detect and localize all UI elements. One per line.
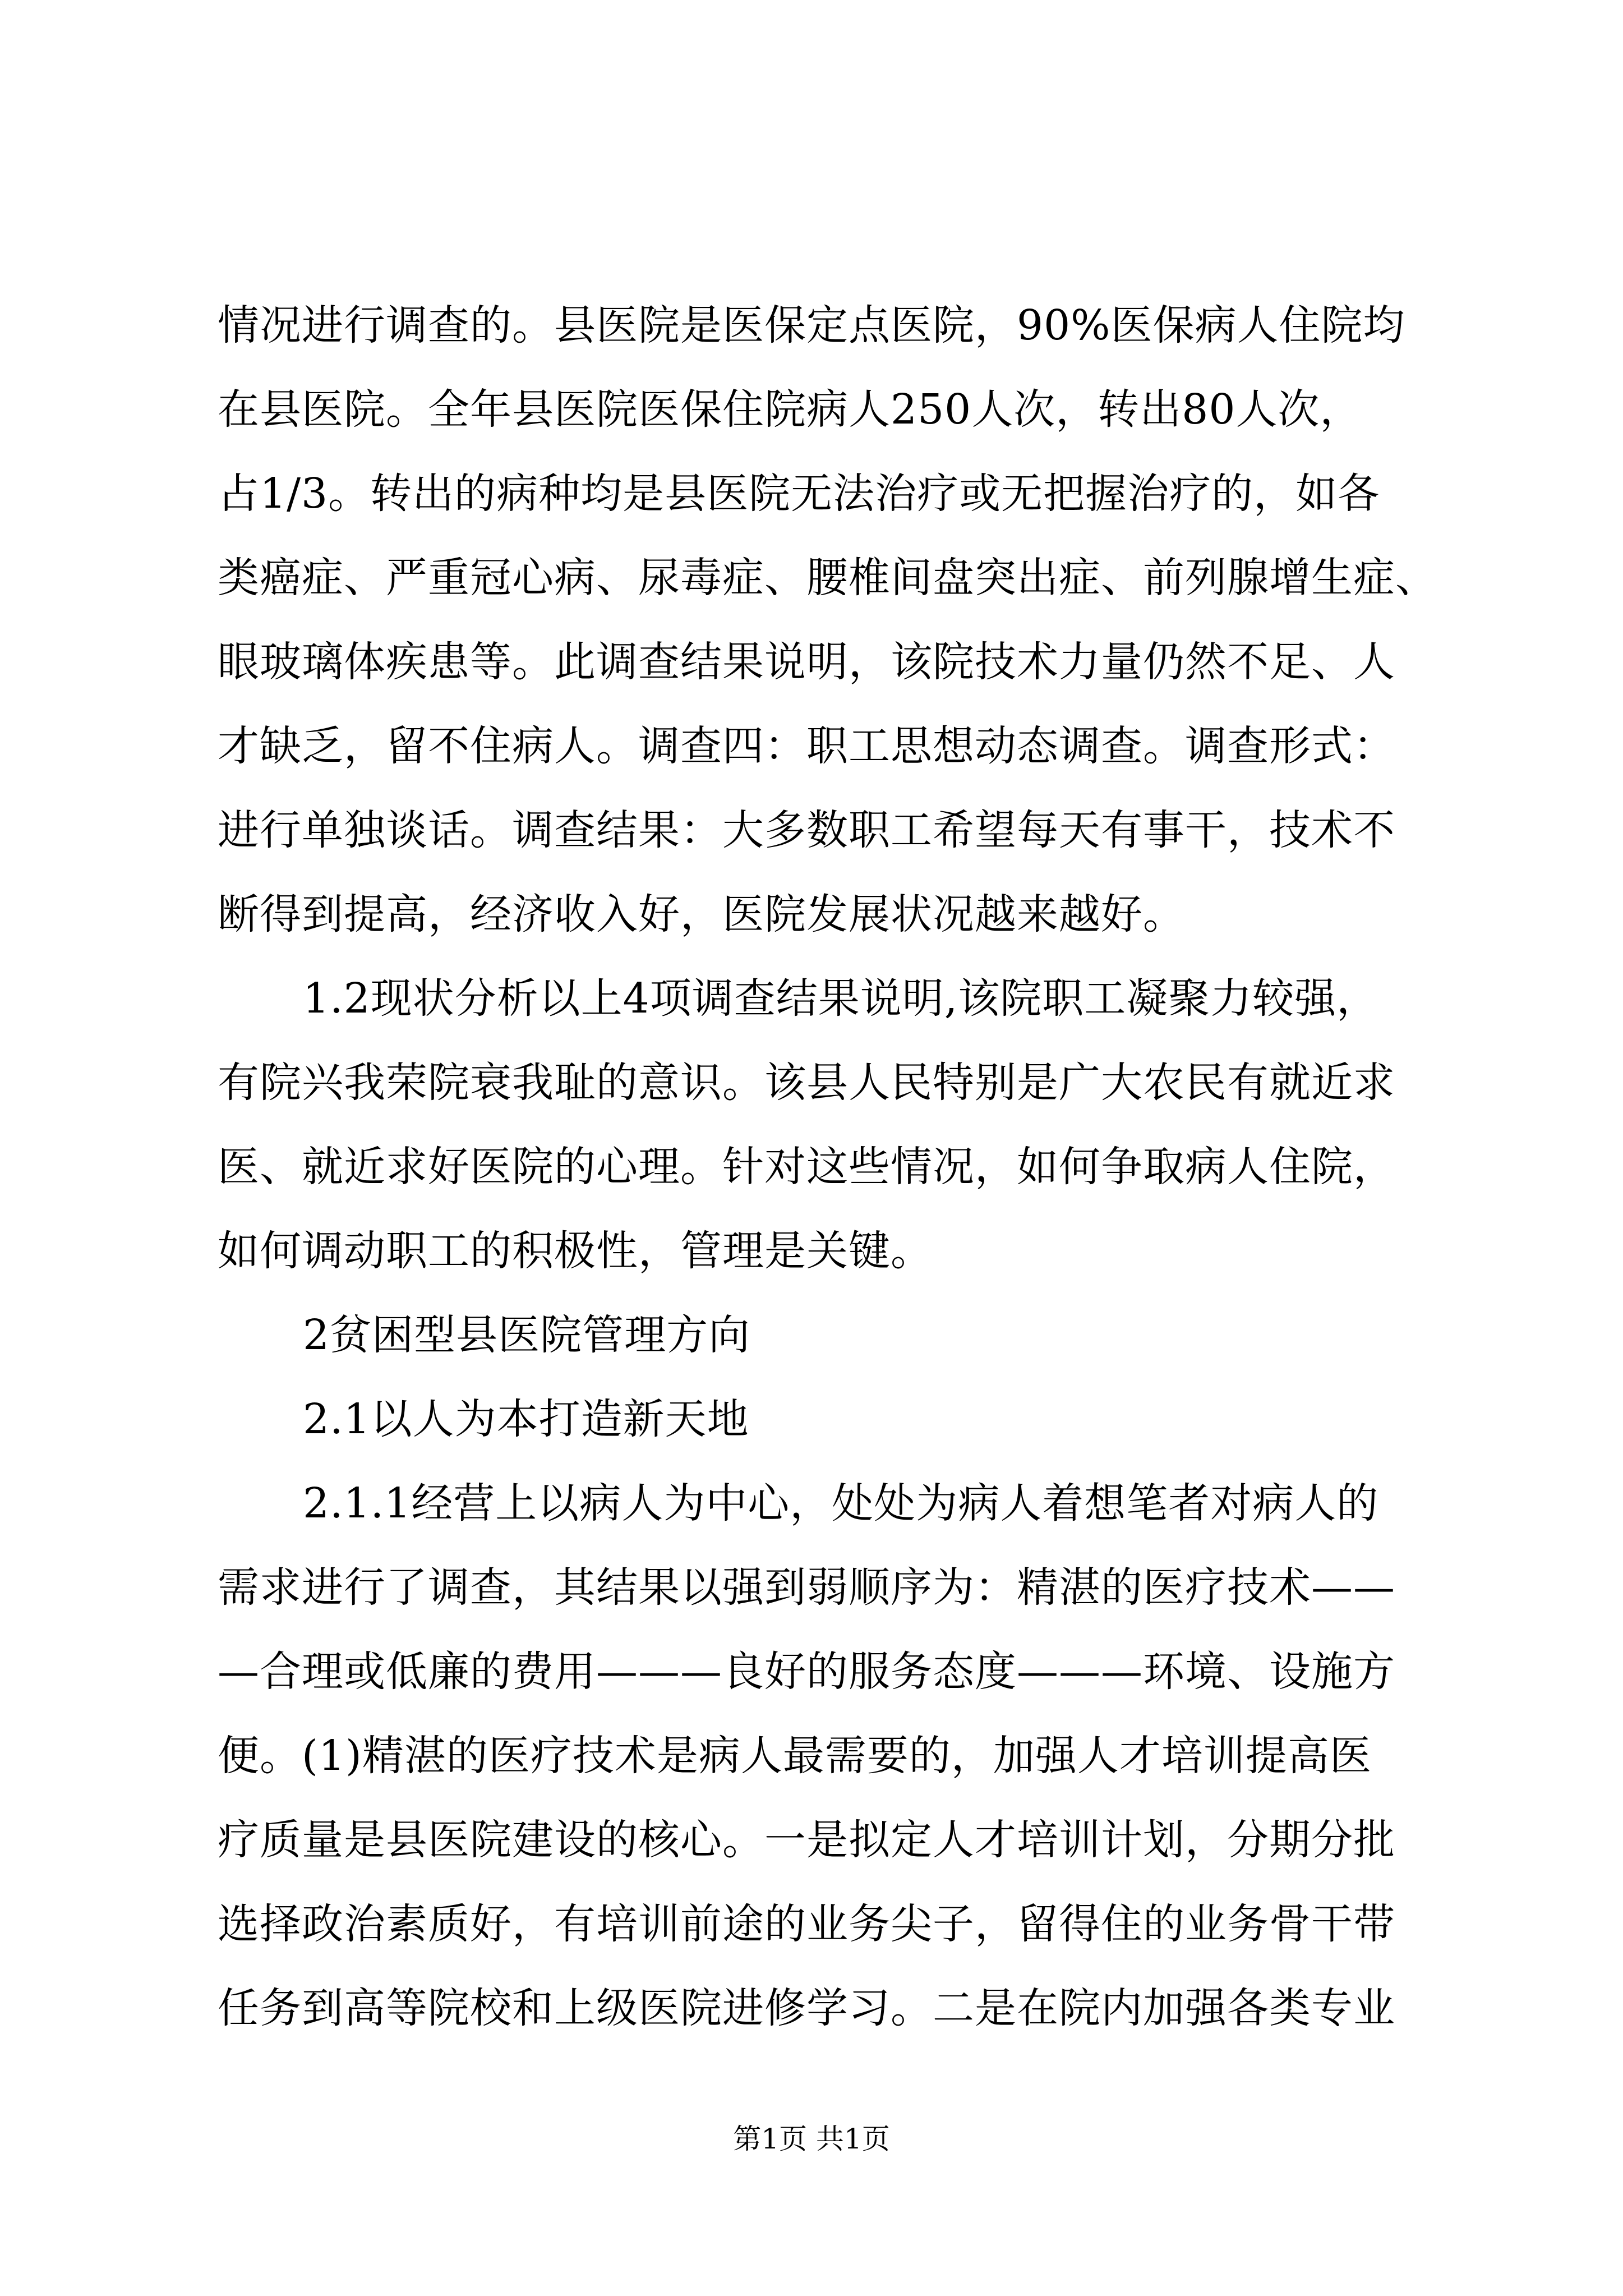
paragraph-first-line: 1.2现状分析以上4项调查结果说明,该院职工凝聚力较强，	[303, 974, 1379, 1023]
page-footer: 第1页 共1页	[733, 2123, 890, 2155]
section-heading: 2贫困型县医院管理方向	[303, 1311, 751, 1359]
body-text-line: 任务到高等院校和上级医院进修学习。二是在院内加强各类专业	[218, 1984, 1395, 2032]
body-text-line: 才缺乏，留不住病人。调查四：职工思想动态调查。调查形式：	[218, 722, 1395, 770]
body-text-line: 眼玻璃体疾患等。此调查结果说明，该院技术力量仍然不足、人	[218, 638, 1395, 686]
paragraph-first-line: 2.1.1经营上以病人为中心，处处为病人着想笔者对病人的	[303, 1479, 1379, 1527]
body-text-line: 有院兴我荣院衰我耻的意识。该县人民特别是广大农民有就近求	[218, 1059, 1395, 1107]
body-text-line: 疗质量是县医院建设的核心。一是拟定人才培训计划，分期分批	[218, 1816, 1395, 1864]
subsection-heading: 2.1以人为本打造新天地	[303, 1395, 749, 1443]
body-text-line: 如何调动职工的积极性，管理是关键。	[218, 1227, 933, 1275]
body-text-line: 选择政治素质好，有培训前途的业务尖子，留得住的业务骨干带	[218, 1900, 1395, 1948]
body-text-line: 情况进行调查的。县医院是医保定点医院，90%医保病人住院均	[218, 301, 1405, 349]
body-text-line: 占1/3。转出的病种均是县医院无法治疗或无把握治疗的，如各	[218, 470, 1380, 518]
body-text-line: 便。(1)精湛的医疗技术是病人最需要的，加强人才培训提高医	[218, 1732, 1372, 1780]
body-text-line: —合理或低廉的费用———良好的服务态度———环境、设施方	[218, 1648, 1395, 1696]
body-text-line: 医、就近求好医院的心理。针对这些情况，如何争取病人住院，	[218, 1143, 1395, 1191]
body-text-line: 类癌症、严重冠心病、尿毒症、腰椎间盘突出症、前列腺增生症、	[218, 554, 1437, 602]
body-text-line: 在县医院。全年县医院医保住院病人250人次，转出80人次，	[218, 385, 1362, 434]
body-text-line: 需求进行了调查，其结果以强到弱顺序为：精湛的医疗技术——	[218, 1563, 1395, 1612]
body-text-line: 断得到提高，经济收入好，医院发展状况越来越好。	[218, 890, 1185, 938]
body-text-line: 进行单独谈话。调查结果：大多数职工希望每天有事干，技术不	[218, 806, 1395, 854]
